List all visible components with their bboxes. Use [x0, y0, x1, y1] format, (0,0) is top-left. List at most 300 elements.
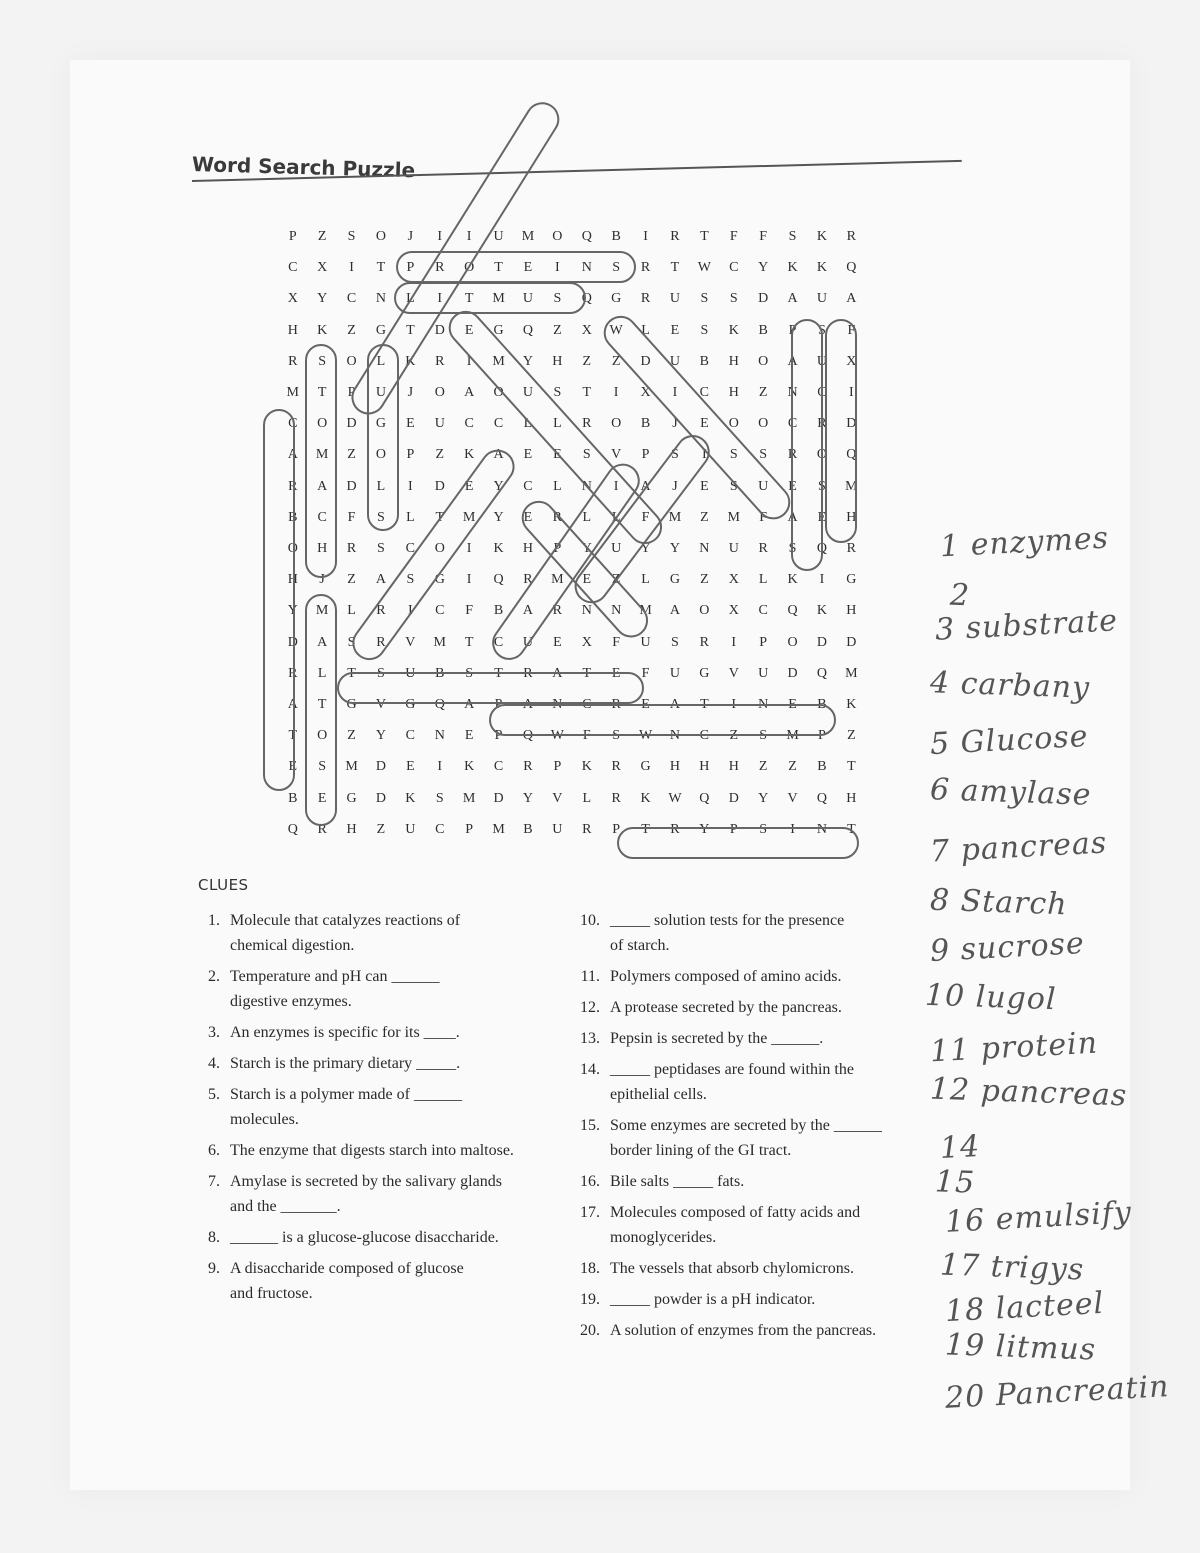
handwritten-answer: 9 sucrose [929, 925, 1086, 970]
grid-letter: C [699, 728, 710, 744]
grid-letter: M [845, 478, 859, 494]
grid-letter: T [700, 697, 710, 712]
grid-letter: I [819, 572, 825, 588]
grid-letter: E [700, 416, 710, 432]
grid-letter: K [317, 322, 328, 338]
grid-letter: Q [816, 665, 828, 681]
handwritten-answer: 15 [934, 1164, 976, 1201]
grid-letter: R [552, 603, 563, 619]
grid-letter: R [346, 541, 357, 556]
grid-letter: X [846, 353, 857, 369]
grid-letter: S [465, 665, 474, 681]
grid-letter: R [523, 572, 534, 588]
grid-letter: H [287, 572, 299, 588]
grid-letter: Y [640, 541, 652, 556]
grid-letter: I [466, 229, 472, 244]
clue-item [192, 1051, 592, 1076]
grid-letter: C [787, 416, 798, 432]
grid-letter: D [434, 322, 446, 338]
clue-number: 18. [580, 1260, 600, 1277]
grid-letter: F [729, 229, 739, 244]
grid-letter: L [347, 603, 357, 619]
grid-letter: P [494, 728, 503, 744]
grid-letter: Y [758, 260, 769, 276]
grid-letter: J [407, 385, 414, 400]
grid-letter: H [846, 790, 857, 806]
grid-letter: Z [582, 353, 592, 369]
grid-letter: L [758, 572, 768, 588]
grid-letter: S [377, 509, 386, 525]
grid-letter: A [287, 447, 299, 463]
grid-letter: S [612, 728, 621, 744]
grid-letter: O [816, 447, 828, 463]
grid-letter: C [493, 634, 504, 650]
clue-item [572, 1318, 932, 1343]
grid-letter: U [758, 665, 769, 681]
grid-letter: O [464, 260, 475, 276]
grid-letter: B [288, 509, 298, 525]
grid-letter: Z [347, 572, 357, 588]
grid-letter: B [435, 665, 445, 681]
grid-letter: Q [846, 447, 857, 463]
grid-letter: Q [287, 821, 299, 837]
grid-letter: H [552, 353, 563, 369]
grid-letter: R [846, 541, 857, 556]
grid-letter: J [672, 478, 679, 494]
grid-letter: E [611, 665, 621, 681]
grid-letter: U [522, 385, 534, 400]
handwritten-answer: 20 Pancreatin [944, 1369, 1171, 1416]
grid-letter: B [493, 603, 504, 619]
grid-letter: W [638, 728, 653, 744]
grid-letter: K [405, 790, 416, 806]
grid-letter: I [408, 603, 414, 619]
handwritten-answer: 8 Starch [929, 882, 1069, 923]
grid-letter: O [375, 229, 387, 244]
grid-letter: S [759, 728, 768, 744]
grid-letter: Z [317, 229, 327, 244]
grid-letter: B [640, 416, 651, 432]
grid-letter: F [759, 509, 768, 525]
grid-letter: I [466, 353, 472, 369]
grid-letter: Z [758, 759, 768, 775]
grid-letter: Y [493, 509, 505, 525]
grid-letter: C [317, 509, 328, 525]
grid-letter: A [317, 634, 328, 650]
grid-letter: O [699, 603, 710, 619]
clue-number: 12. [580, 999, 600, 1016]
grid-letter: U [405, 821, 416, 837]
clue-text: The enzyme that digests starch into maltose. [230, 1142, 514, 1159]
clue-text: Temperature and pH can ______ digestive enzymes. [230, 968, 440, 1010]
grid-letter: V [611, 447, 622, 463]
grid-letter: O [552, 229, 563, 244]
grid-letter: N [787, 385, 799, 400]
grid-letter: K [816, 603, 828, 619]
grid-letter: E [553, 634, 563, 650]
clue-number: 14. [580, 1061, 600, 1078]
clue-item [192, 908, 592, 958]
handwritten-answer: 7 pancreas [929, 825, 1109, 870]
grid-letter: G [375, 416, 387, 432]
grid-letter: R [817, 416, 828, 432]
grid-letter: B [758, 322, 769, 338]
grid-letter: P [641, 447, 650, 463]
grid-letter: T [464, 291, 474, 307]
grid-letter: I [408, 478, 414, 494]
grid-letter: E [317, 790, 327, 806]
clue-text: Pepsin is secreted by the ______. [610, 1030, 824, 1047]
grid-letter: O [758, 416, 769, 432]
grid-letter: B [699, 353, 710, 369]
grid-letter: P [729, 821, 739, 837]
grid-letter: M [845, 665, 859, 681]
grid-letter: U [375, 385, 387, 400]
grid-letter: M [315, 603, 329, 619]
grid-letter: R [582, 416, 592, 432]
grid-letter: K [787, 260, 799, 276]
grid-letter: B [817, 759, 828, 775]
grid-letter: C [493, 416, 504, 432]
grid-letter: O [434, 385, 446, 400]
clue-text: A protease secreted by the pancreas. [610, 999, 842, 1016]
grid-letter: I [643, 229, 649, 244]
grid-letter: T [317, 385, 327, 400]
clue-number: 9. [208, 1260, 220, 1277]
grid-letter: Y [287, 603, 299, 619]
clue-item [572, 1287, 932, 1312]
grid-letter: E [553, 447, 563, 463]
grid-letter: R [846, 229, 857, 244]
clue-item [572, 964, 932, 989]
grid-letter: S [553, 385, 562, 400]
grid-letter: K [728, 322, 740, 338]
grid-letter: E [406, 416, 416, 432]
grid-letter: M [462, 509, 476, 525]
grid-letter: E [523, 260, 533, 276]
grid-letter: R [582, 821, 592, 837]
grid-letter: A [317, 478, 328, 494]
clue-text: Molecules composed of fatty acids and monoglycerides. [610, 1204, 861, 1246]
grid-letter: Q [522, 322, 534, 338]
clue-text: Molecule that catalyzes reactions of chemical digestion. [230, 912, 461, 954]
grid-letter: R [611, 759, 622, 775]
grid-letter: J [672, 416, 679, 432]
grid-letter: F [612, 634, 621, 650]
grid-letter: Z [758, 385, 768, 400]
grid-letter: U [522, 291, 534, 307]
grid-letter: C [405, 541, 416, 556]
grid-letter: S [759, 447, 768, 463]
grid-letter: N [699, 541, 710, 556]
grid-letter: M [786, 728, 800, 744]
clue-item [572, 1026, 932, 1051]
clue-item [192, 1256, 592, 1306]
clue-text: Polymers composed of amino acids. [610, 968, 842, 985]
grid-letter: C [346, 291, 357, 307]
handwritten-answer: 4 carbany [929, 665, 1091, 706]
grid-letter: S [377, 665, 386, 681]
grid-letter: T [406, 322, 416, 338]
grid-letter: T [700, 229, 710, 244]
grid-letter: Z [553, 322, 563, 338]
grid-letter: K [816, 229, 828, 244]
grid-letter: Z [347, 447, 357, 463]
clue-number: 17. [580, 1204, 600, 1221]
grid-letter: O [317, 416, 328, 432]
grid-letter: C [817, 385, 828, 400]
grid-letter: H [728, 385, 740, 400]
grid-letter: L [376, 478, 386, 494]
grid-letter: B [817, 697, 828, 712]
grid-letter: U [552, 821, 563, 837]
grid-letter: R [376, 603, 387, 619]
grid-letter: Q [522, 728, 534, 744]
grid-letter: K [464, 447, 475, 463]
grid-letter: G [846, 572, 857, 588]
grid-letter: U [522, 634, 534, 650]
grid-letter: Z [700, 572, 710, 588]
grid-letter: Y [375, 728, 387, 744]
grid-letter: T [641, 821, 651, 837]
grid-letter: P [818, 728, 827, 744]
grid-letter: N [758, 697, 769, 712]
grid-letter: D [434, 478, 446, 494]
clue-item [192, 1138, 592, 1163]
clue-number: 4. [208, 1055, 220, 1072]
grid-letter: R [758, 541, 769, 556]
grid-letter: H [346, 821, 358, 837]
grid-letter: G [640, 759, 652, 775]
grid-letter: A [287, 697, 299, 712]
grid-letter: V [552, 790, 563, 806]
grid-letter: U [669, 353, 681, 369]
grid-letter: C [582, 697, 592, 712]
grid-letter: R [523, 759, 534, 775]
grid-letter: G [493, 322, 505, 338]
clue-item [572, 995, 932, 1020]
grid-letter: A [493, 447, 505, 463]
grid-letter: V [375, 697, 387, 712]
grid-letter: T [464, 634, 474, 650]
grid-letter: Y [581, 541, 593, 556]
grid-letter: U [434, 416, 446, 432]
grid-letter: P [494, 697, 503, 712]
clue-text: _____ solution tests for the presence of starch. [610, 912, 845, 954]
grid-letter: O [787, 634, 799, 650]
grid-letter: S [318, 353, 327, 369]
clue-number: 2. [208, 968, 220, 985]
grid-letter: X [728, 603, 740, 619]
grid-letter: U [669, 665, 681, 681]
grid-letter: P [288, 229, 298, 244]
grid-letter: H [522, 541, 534, 556]
grid-letter: Q [816, 541, 828, 556]
grid-letter: N [669, 728, 681, 744]
handwritten-answer: 1 enzymes [939, 520, 1110, 565]
grid-letter: I [790, 821, 796, 837]
grid-letter: N [581, 603, 593, 619]
grid-letter: H [728, 353, 740, 369]
grid-letter: T [494, 260, 504, 276]
grid-letter: R [552, 509, 563, 525]
grid-letter: O [434, 541, 446, 556]
handwritten-answer: 11 protein [929, 1025, 1099, 1070]
grid-letter: Z [700, 509, 710, 525]
grid-letter: K [405, 353, 416, 369]
grid-letter: P [465, 821, 474, 837]
grid-letter: R [288, 478, 298, 494]
grid-letter: K [816, 260, 828, 276]
grid-letter: S [729, 291, 739, 307]
grid-letter: I [613, 385, 619, 400]
grid-letter: R [376, 634, 387, 650]
grid-letter: G [346, 697, 358, 712]
grid-letter: T [288, 728, 298, 744]
word-search-grid [278, 222, 888, 862]
handwritten-answer: 12 pancreas [929, 1071, 1128, 1114]
grid-letter: D [816, 634, 828, 650]
clue-item [192, 1225, 592, 1250]
grid-letter: V [405, 634, 416, 650]
grid-letter: P [759, 634, 768, 650]
grid-letter: M [433, 634, 447, 650]
grid-letter: K [787, 572, 799, 588]
grid-letter: H [846, 509, 857, 525]
grid-letter: E [523, 509, 533, 525]
grid-letter: E [406, 759, 416, 775]
grid-letter: A [787, 291, 799, 307]
grid-letter: S [729, 447, 739, 463]
grid-letter: X [287, 291, 299, 307]
grid-letter: O [375, 447, 387, 463]
grid-letter: E [464, 322, 474, 338]
clue-item [572, 908, 932, 958]
grid-letter: L [406, 509, 416, 525]
grid-letter: S [377, 541, 386, 556]
grid-letter: T [847, 821, 857, 837]
grid-letter: B [611, 229, 622, 244]
grid-letter: N [816, 821, 828, 837]
grid-letter: X [317, 260, 328, 276]
grid-letter: K [640, 790, 652, 806]
grid-letter: Z [611, 572, 621, 588]
grid-letter: M [492, 291, 506, 307]
grid-letter: Q [699, 790, 710, 806]
clue-item [572, 1256, 932, 1281]
grid-letter: O [728, 416, 740, 432]
grid-letter: I [466, 572, 472, 588]
clue-text: A solution of enzymes from the pancreas. [610, 1322, 877, 1339]
grid-letter: C [288, 260, 298, 276]
grid-letter: S [700, 291, 709, 307]
grid-letter: U [816, 353, 828, 369]
grid-letter: G [346, 790, 358, 806]
clue-number: 19. [580, 1291, 600, 1308]
clue-number: 13. [580, 1030, 600, 1047]
grid-letter: S [671, 447, 680, 463]
grid-letter: V [728, 665, 740, 681]
grid-letter: I [437, 291, 443, 307]
grid-letter: C [435, 603, 445, 619]
grid-letter: L [317, 665, 327, 681]
grid-letter: C [288, 416, 298, 432]
clue-number: 10. [580, 912, 600, 929]
grid-letter: U [611, 541, 622, 556]
grid-letter: H [728, 759, 740, 775]
grid-letter: A [522, 697, 534, 712]
grid-letter: I [437, 229, 443, 244]
grid-letter: S [347, 634, 356, 650]
grid-letter: F [759, 229, 768, 244]
grid-letter: M [345, 759, 359, 775]
clue-text: _____ peptidases are found within the epithelial cells. [610, 1061, 854, 1103]
grid-letter: P [347, 385, 356, 400]
clue-text: Starch is the primary dietary _____. [230, 1055, 461, 1072]
grid-letter: O [346, 353, 358, 369]
clue-number: 15. [580, 1117, 600, 1134]
grid-letter: E [817, 509, 827, 525]
grid-letter: T [494, 665, 504, 681]
grid-letter: Z [847, 728, 857, 744]
clue-number: 5. [208, 1086, 220, 1103]
grid-letter: Q [434, 697, 446, 712]
grid-letter: C [523, 478, 534, 494]
grid-letter: R [435, 260, 445, 276]
grid-letter: Z [347, 728, 357, 744]
clue-text: ______ is a glucose-glucose disaccharide. [230, 1229, 499, 1246]
grid-letter: L [641, 322, 651, 338]
grid-letter: A [640, 478, 652, 494]
grid-letter: S [818, 478, 827, 494]
grid-letter: Q [581, 291, 593, 307]
grid-letter: I [731, 634, 737, 650]
handwritten-answer: 3 substrate [934, 603, 1119, 648]
grid-letter: H [287, 322, 299, 338]
clue-item [192, 1082, 592, 1132]
grid-letter: A [375, 572, 387, 588]
grid-letter: Z [376, 821, 386, 837]
clues-heading: CLUES [198, 876, 249, 894]
grid-letter: I [731, 697, 737, 712]
grid-letter: E [464, 478, 474, 494]
grid-letter: U [405, 665, 416, 681]
grid-letter: D [375, 759, 387, 775]
grid-letter: Q [816, 790, 828, 806]
grid-letter: M [492, 353, 506, 369]
grid-letter: M [462, 790, 476, 806]
clue-item [192, 1169, 592, 1219]
grid-letter: D [846, 416, 857, 432]
grid-letter: A [787, 353, 799, 369]
grid-letter: A [464, 385, 475, 400]
grid-letter: S [759, 821, 768, 837]
grid-letter: T [582, 385, 592, 400]
grid-letter: S [700, 322, 709, 338]
grid-letter: Y [758, 790, 769, 806]
grid-letter: E [788, 697, 798, 712]
grid-letter: E [788, 478, 798, 494]
grid-letter: G [434, 572, 446, 588]
handwritten-answer: 5 Glucose [929, 718, 1090, 763]
grid-letter: H [699, 759, 710, 775]
grid-letter: T [670, 260, 680, 276]
grid-letter: N [375, 291, 387, 307]
grid-letter: D [375, 790, 387, 806]
grid-letter: U [728, 541, 740, 556]
grid-letter: R [640, 291, 651, 307]
grid-letter: C [729, 260, 739, 276]
